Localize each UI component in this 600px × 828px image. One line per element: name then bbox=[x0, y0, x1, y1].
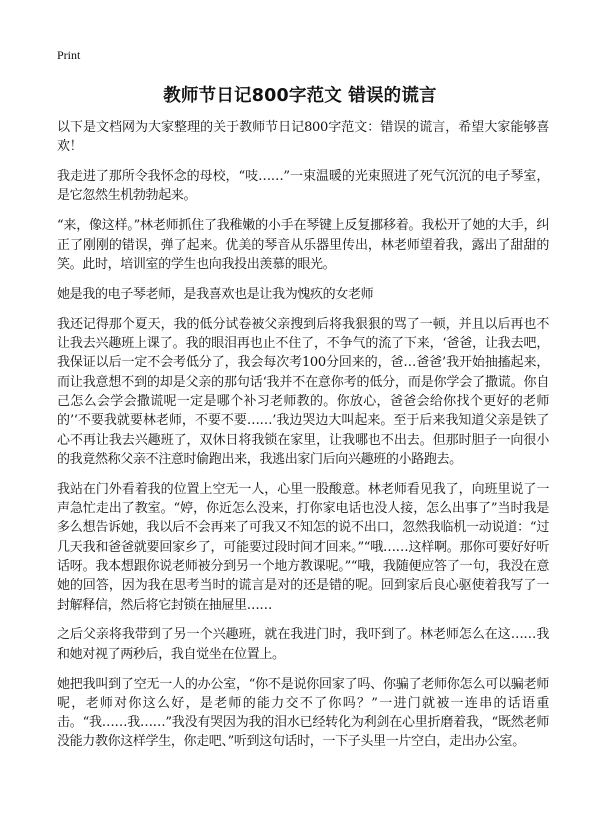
article-paragraph: 我还记得那个夏天，我的低分试卷被父亲搜到后将我狠狠的骂了一顿，并且以后再也不让我去兴趣班上课了。我的眼泪再也止不住了，不争气的流了下来，‘爸爸，让我去吧，我保证以后一定不会考低分了，我会每次考100分回来的，爸…爸爸’我开始抽搐起来，而让我意想不到的却是父亲的那句话‘我并不在意你考的低分，而是你学会了撒谎。你自己怎么会学会撒谎呢一定是哪个补习老师教的。你放心，爸爸会给你找个更好的老师的’‘不要我就要林老师，不要不要……’我边哭边大叫起来。至于后来我知道父亲是铁了心不再让我去兴趣班了，双休日将我锁在家里，让我哪也不出去。但那时胆子一向很小的我竟然称父亲不注意时偷跑出来，我逃出家门后向兴趣班的小路跑去。 bbox=[57, 316, 549, 467]
article-paragraph: 她是我的电子琴老师，是我喜欢也是让我为愧疚的女老师 bbox=[57, 286, 374, 302]
article-body bbox=[57, 118, 549, 762]
article-paragraph: “来，像这样。”林老师抓住了我稚嫩的小手在琴键上反复挪移着。我松开了她的大手，纠正了刚刚的错误，弹了起来。优美的琴音从乐器里传出，林老师望着我，露出了甜甜的笑。此时，培训室的学生也向我投出羡慕的眼光。 bbox=[57, 218, 549, 272]
article-paragraph: 之后父亲将我带到了另一个兴趣班，就在我进门时，我吓到了。林老师怎么在这……我和她对视了两秒后，我自觉坐在位置上。 bbox=[57, 627, 549, 662]
article-paragraph: 我走进了那所令我怀念的母校，“吱……”一束温暖的光束照进了死气沉沉的电子琴室，是它忽然生机勃勃起来。 bbox=[57, 169, 549, 204]
article-paragraph: 我站在门外看着我的位置上空无一人，心里一股酸意。林老师看见我了，向班里说了一声急忙走出了教室。“婷，你近怎么没来，打你家电话也没人接，怎么出事了”当时我是多么想告诉她，我以后不会再来了可我又不知怎的说不出口，忽然我临机一动说道：“过几天我和爸爸就要回家乡了，可能要过段时间才回来。”“哦……这样啊。那你可要好好听话呀。我本想跟你说老师被分到另一个地方教课呢。”“哦，我随便应答了一句，我没在意她的回答，因为我在思考当时的谎言是对的还是错的呢。回到家后良心驱使着我写了一封解释信，然后将它封锁在抽屉里…… bbox=[57, 481, 549, 613]
print-link[interactable]: Print bbox=[57, 48, 81, 62]
article-title: 教师节日记800字范文 错误的谎言 bbox=[163, 86, 437, 106]
article-paragraph: 她把我叫到了空无一人的办公室，“你不是说你回家了吗、你骗了老师你怎么可以骗老师呢，老师对你这么好，是老师的能力交不了你吗？”一进门就被一连串的话语重击。“我……我……”我没有哭因为我的泪水已经转化为利剑在心里折磨着我，“既然老师没能力教你这样学生，你走吧、”听到这句话时，一下子头里一片空白，走出办公室。 bbox=[57, 676, 549, 750]
article-paragraph: 以下是文档网为大家整理的关于教师节日记800字范文：错误的谎言，希望大家能够喜欢！ bbox=[57, 120, 549, 155]
